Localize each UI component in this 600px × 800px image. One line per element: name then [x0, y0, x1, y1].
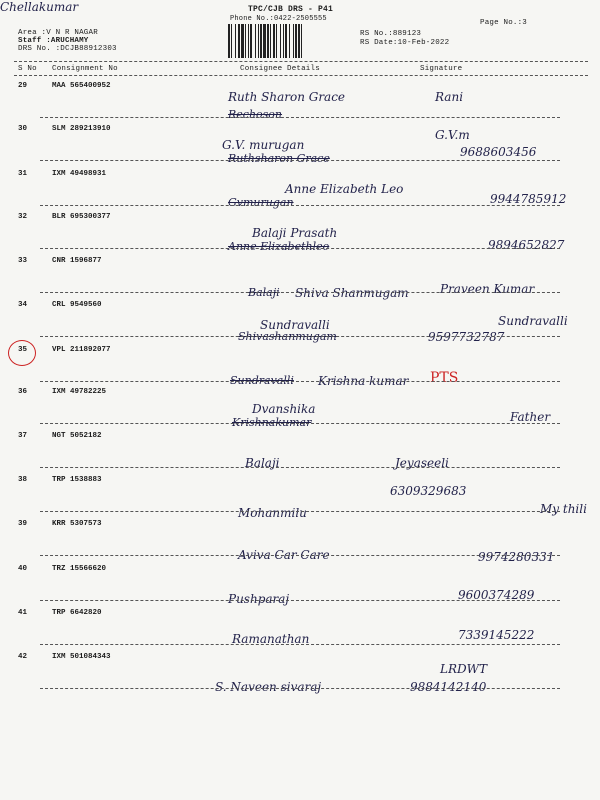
consignee-name-handwritten: Dvanshika	[252, 402, 316, 416]
consignee-name-handwritten: Balaji	[245, 456, 280, 470]
divider	[14, 75, 588, 76]
consignee-name-handwritten: Sundravalli	[260, 318, 330, 332]
row-divider	[40, 381, 560, 382]
consignee-name-handwritten: Aviva Car Care	[238, 548, 330, 562]
row-serial-number: 35	[18, 346, 28, 354]
row-consignment-number: VPL 211892077	[52, 346, 111, 354]
row-serial-number: 41	[18, 609, 28, 617]
struck-text-handwritten: Sundravalli	[230, 374, 294, 387]
consignee-name-handwritten: G.V. murugan	[222, 138, 305, 152]
row-divider	[40, 644, 560, 645]
consignee-name-handwritten: Pushparaj	[228, 592, 290, 606]
consignee-name-handwritten: Krishna kumar	[318, 374, 409, 388]
row-serial-number: 38	[18, 476, 28, 484]
row-consignment-number: CNR 1596877	[52, 257, 102, 265]
row-divider	[40, 160, 560, 161]
row-consignment-number: BLR 695300377	[52, 213, 111, 221]
row-consignment-number: KRR 5307573	[52, 520, 102, 528]
signature-handwritten: Praveen Kumar	[440, 282, 535, 296]
consignee-name-handwritten: S. Naveen sivaraj	[215, 680, 322, 694]
row-serial-number: 34	[18, 301, 28, 309]
phone-handwritten: 9688603456	[460, 145, 537, 159]
signature-handwritten: LRDWT	[440, 662, 487, 676]
consignee-name-handwritten: Balaji Prasath	[252, 226, 338, 240]
signature-handwritten: Sundravalli	[498, 314, 568, 328]
signature-handwritten: Jeyaseeli	[395, 456, 449, 470]
red-circle-mark	[8, 340, 36, 366]
signature-handwritten: My thili	[540, 502, 587, 516]
row-consignment-number: TRP 1538883	[52, 476, 102, 484]
consignee-name-handwritten: Shiva Shanmugam	[295, 286, 409, 300]
area-label: Area :V N R NAGAR	[18, 29, 98, 37]
row-consignment-number: MAA 565400952	[52, 82, 111, 90]
row-serial-number: 40	[18, 565, 28, 573]
phone-handwritten: 9894652827	[488, 238, 565, 252]
signature-handwritten: PTS	[430, 370, 459, 386]
col-details: Consignee Details	[240, 65, 320, 73]
row-consignment-number: IXM 501084343	[52, 653, 111, 661]
phone-handwritten: 9974280331	[478, 550, 555, 564]
signature-handwritten: Rani	[435, 90, 464, 104]
consignee-name-handwritten: Ramanathan	[232, 632, 310, 646]
row-consignment-number: NGT 5052182	[52, 432, 102, 440]
row-serial-number: 36	[18, 388, 28, 396]
signature-handwritten: Father	[510, 410, 551, 424]
row-divider	[40, 555, 560, 556]
rs-date: RS Date:10-Feb-2022	[360, 39, 450, 47]
consignee-name-handwritten: Ruth Sharon Grace	[228, 90, 346, 104]
row-consignment-number: IXM 49782225	[52, 388, 107, 396]
consignee-name-handwritten: Mohanmilu	[238, 506, 307, 520]
row-divider	[40, 423, 560, 424]
row-consignment-number: IXM 49498931	[52, 170, 107, 178]
phone-handwritten: 7339145222	[458, 628, 535, 642]
row-divider	[40, 511, 560, 512]
struck-text-handwritten: Ruthsharon Grace	[228, 152, 330, 165]
row-serial-number: 33	[18, 257, 28, 265]
row-divider	[40, 117, 560, 118]
row-divider	[40, 292, 560, 293]
row-consignment-number: TRP 6642820	[52, 609, 102, 617]
row-divider	[40, 600, 560, 601]
row-serial-number: 31	[18, 170, 28, 178]
row-serial-number: 30	[18, 125, 28, 133]
divider	[14, 61, 588, 62]
phone-handwritten: 9884142140	[410, 680, 487, 694]
phone-handwritten: Chellakumar	[0, 0, 79, 14]
phone-handwritten: 6309329683	[390, 484, 467, 498]
phone-number: Phone No.:0422-2505555	[230, 15, 327, 23]
row-serial-number: 42	[18, 653, 28, 661]
staff-label: Staff :ARUCHAMY	[18, 37, 89, 45]
page-number: Page No.:3	[480, 19, 528, 27]
row-divider	[40, 467, 560, 468]
phone-handwritten: 9597732787	[428, 330, 505, 344]
row-consignment-number: SLM 289213910	[52, 125, 111, 133]
col-s-no: S No	[18, 65, 37, 73]
signature-handwritten: G.V.m	[435, 128, 470, 142]
struck-text-handwritten: Rechoson	[228, 108, 283, 121]
row-consignment-number: CRL 9549560	[52, 301, 102, 309]
row-consignment-number: TRZ 15566620	[52, 565, 107, 573]
struck-text-handwritten: Gvmurugan	[228, 196, 294, 209]
row-serial-number: 39	[18, 520, 28, 528]
struck-text-handwritten: Anne Elizabethleo	[228, 240, 330, 253]
phone-handwritten: 9944785912	[490, 192, 567, 206]
phone-handwritten: 9600374289	[458, 588, 535, 602]
row-divider	[40, 248, 560, 249]
struck-text-handwritten: Balaji	[248, 286, 280, 299]
row-divider	[40, 688, 560, 689]
col-consignment: Consignment No	[52, 65, 118, 73]
row-serial-number: 32	[18, 213, 28, 221]
row-serial-number: 29	[18, 82, 28, 90]
row-divider	[40, 205, 560, 206]
rs-number: RS No.:889123	[360, 30, 422, 38]
struck-text-handwritten: Krishnakumar	[232, 416, 312, 429]
consignee-name-handwritten: Anne Elizabeth Leo	[285, 182, 404, 196]
sheet-title: TPC/CJB DRS - P41	[248, 5, 334, 14]
row-serial-number: 37	[18, 432, 28, 440]
drs-number: DRS No. :DCJB88912303	[18, 45, 117, 53]
struck-text-handwritten: Shivashanmugam	[238, 330, 337, 343]
col-signature: Signature	[420, 65, 463, 73]
barcode	[228, 24, 351, 58]
row-divider	[40, 336, 560, 337]
